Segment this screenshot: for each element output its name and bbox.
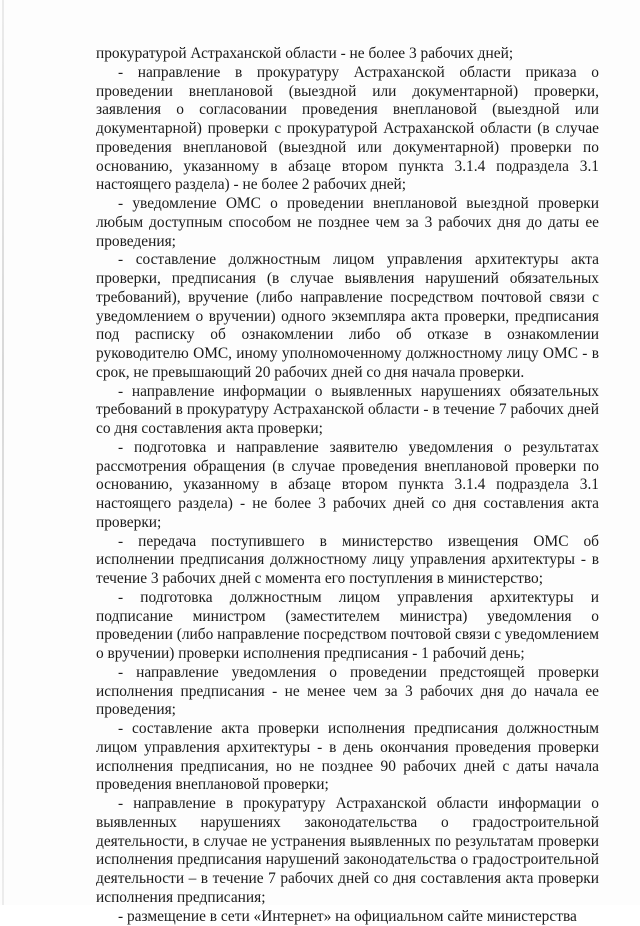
paragraph-prosecutor-order: - направление в прокуратуру Астраханской области приказа о проведении внеплановой (выездной или документарной) проверки, заявления о согласовании проведения внеплановой (выездной или документарной) проверки с прокуратурой Астраханской области (в случае проведения внеплановой (выездной или документарной) проверки по основанию, указанному в абзаце втором пункта 3.1.4 подраздела 3.1 настоящего раздела) - не более 2 рабочих дней; <box>96 64 599 195</box>
paragraph-continuation: прокуратурой Астраханской области - не более 3 рабочих дней; <box>96 45 599 64</box>
paragraph-inspection-act: - составление должностным лицом управления архитектуры акта проверки, предписания (в случае выявления нарушений обязательных требований), вручение (либо направление посредством почтовой связи с уведомлением о вручении) одного экземпляра акта проверки, предписания под расписку об ознакомлении либо об отказе в ознакомлении руководителю ОМС, иному уполномоченному должностному лицу ОМС - в срок, не превышающий 20 рабочих дней со дня начала проверки. <box>96 251 599 382</box>
paragraph-applicant-notice: - подготовка и направление заявителю уведомления о результатах рассмотрения обращения (в случае проведения внеплановой проверки по основанию, указанному в абзаце втором пункта 3.1.4 подраздела 3.1 настоящего раздела) - не более 3 рабочих дней со дня составления акта проверки; <box>96 439 599 533</box>
paragraph-notice-transfer: - передача поступившего в министерство извещения ОМС об исполнении предписания должностному лицу управления архитектуры - в течение 3 рабочих дней с момента его поступления в министерство; <box>96 533 599 589</box>
document-body <box>96 45 599 926</box>
paragraph-internet-publication: - размещение в сети «Интернет» на официальном сайте министерства <box>96 908 599 926</box>
paragraph-oms-notification: - уведомление ОМС о проведении внеплановой выездной проверки любым доступным способом не позднее чем за 3 рабочих дня до даты ее проведения; <box>96 195 599 251</box>
paragraph-prosecutor-info: - направление в прокуратуру Астраханской области информации о выявленных нарушениях законодательства о градостроительной деятельности, в случае не устранения выявленных по результатам проверки исполнения предписания нарушений законодательства о градостроительной деятельности – в течение 7 рабочих дней со дня составления акта проверки исполнения предписания; <box>96 795 599 908</box>
paragraph-violations-info: - направление информации о выявленных нарушениях обязательных требований в прокуратуру Астраханской области - в течение 7 рабочих дней со дня составления акта проверки; <box>96 383 599 439</box>
paragraph-upcoming-check-notice: - направление уведомления о проведении предстоящей проверки исполнения предписания - не менее чем за 3 рабочих дня до начала ее проведения; <box>96 664 599 720</box>
scan-edge-shadow <box>2 0 4 905</box>
paragraph-execution-act: - составление акта проверки исполнения предписания должностным лицом управления архитектуры - в день окончания проведения проверки исполнения предписания, но не позднее 90 рабочих дней с даты начала проведения внеплановой проверки; <box>96 720 599 795</box>
paragraph-notice-preparation: - подготовка должностным лицом управления архитектуры и подписание министром (заместителем министра) уведомления о проведении (либо направление посредством почтовой связи с уведомлением о вручении) проверки исполнения предписания - 1 рабочий день; <box>96 589 599 664</box>
